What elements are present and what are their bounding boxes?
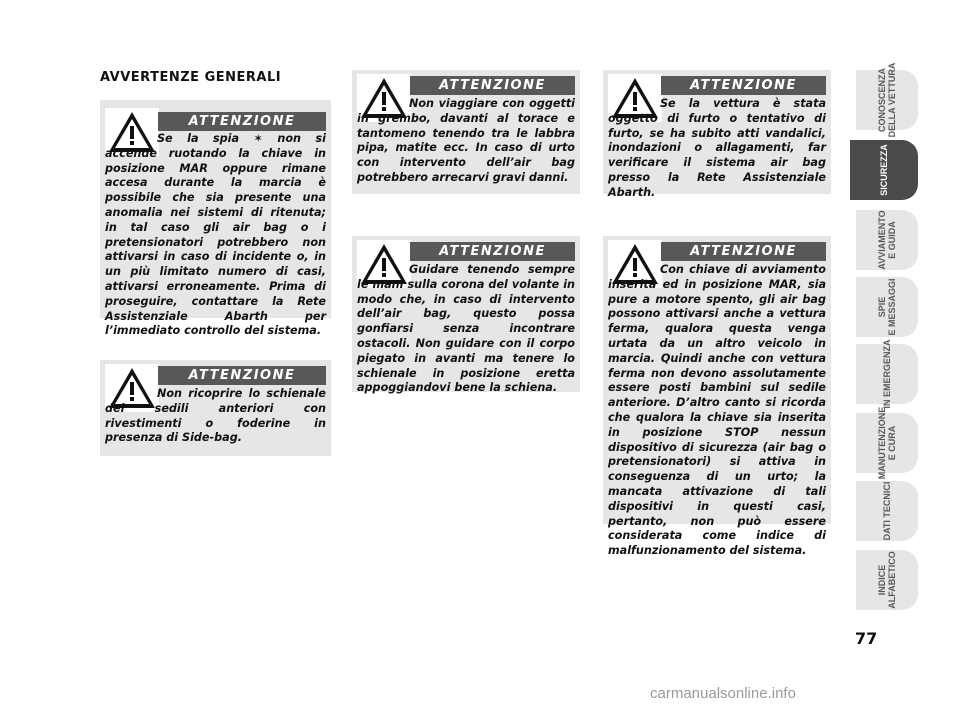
tab-spie-e-messaggi[interactable]: [856, 277, 918, 337]
tab-indice-alfabetico[interactable]: [856, 550, 918, 610]
tab-label: MANUTENZIONE E CURA: [877, 406, 897, 480]
warning-text: Se la vettura è stata oggetto di furto o tentativo di furto, se ha subito atti vandalici, inondazioni o allagamenti, far verificare il sistema air bag presso la Rete Assistenziale Abarth.: [608, 97, 826, 199]
tab-dati-tecnici[interactable]: [856, 481, 918, 541]
warning-header: ATTENZIONE: [410, 76, 575, 95]
warning-box: [603, 70, 831, 199]
tab-label: CONOSCENZA DELLA VETTURA: [877, 62, 897, 138]
tab-label: SPIE E MESSAGGI: [877, 278, 897, 336]
section-title: AVVERTENZE GENERALI: [100, 70, 282, 85]
warning-header: ATTENZIONE: [661, 76, 826, 95]
warning-header: ATTENZIONE: [410, 242, 575, 261]
warning-text: Se la spia ✶ non si accende ruotando la chiave in posizione MAR oppure rimane accesa durante la marcia è possibile che sia presente una anomalia nei sistemi di ritenuta; in tal caso gli air bag o i pretensionatori potrebbero non attivarsi in caso di incidente o, in un più limitato numero di casi, attivarsi erroneamente. Prima di proseguire, contattare la Rete Assistenziale Abarth per l’immediato controllo del sistema.: [105, 132, 326, 338]
warning-header: ATTENZIONE: [158, 366, 326, 385]
tab-avviamento-e-guida[interactable]: [856, 210, 918, 270]
warning-text: Non viaggiare con oggetti in grembo, davanti al torace e tantomeno tenendo tra le labbra pipa, matite ecc. In caso di urto con intervento dell’air bag potrebbero arrecarvi gravi danni.: [357, 97, 575, 184]
warning-box: [100, 100, 331, 338]
warning-header: ATTENZIONE: [661, 242, 826, 261]
warning-text: Guidare tenendo sempre le mani sulla corona del volante in modo che, in caso di intervento dell’air bag, questo possa gonfiarsi senza incontrare ostacoli. Non guidare con il corpo piegato in avanti ma tenere lo schienale in posizione eretta appoggiandovi bene la schiena.: [357, 263, 575, 395]
warning-box: [603, 236, 831, 558]
warning-header: ATTENZIONE: [158, 112, 326, 131]
tab-label: DATI TECNICI: [882, 481, 892, 541]
tab-sicurezza[interactable]: [850, 140, 918, 200]
warning-box: [100, 360, 331, 456]
warning-text: Non ricoprire lo schienale dei sedili anteriori con rivestimenti o foderine in presenza di Side-bag.: [105, 387, 326, 445]
tab-in-emergenza[interactable]: [856, 339, 918, 409]
tab-label: IN EMERGENZA: [882, 339, 892, 409]
warning-box: [352, 70, 580, 194]
warning-box: [352, 236, 580, 395]
page-number: 77: [855, 629, 878, 648]
tab-label: INDICE ALFABETICO: [877, 551, 897, 609]
tab-manutenzione-e-cura[interactable]: [856, 406, 918, 480]
tab-label: SICUREZZA: [879, 144, 889, 196]
warning-text: Con chiave di avviamento inserita ed in posizione MAR, sia pure a motore spento, gli air bag possono attivarsi anche a vettura ferma, qualora questa venga urtata da un altro veicolo in marcia. Quindi anche con vettura ferma non devono assolutamente essere posti bambini sul sedile anteriore. D’altro canto si ricorda che qualora la chiave sia inserita in posizione STOP nessun dispositivo di sicurezza (air bag o pretensionatori) si attiva in conseguenza di un urto; la mancata attivazione di tali dispositivi in questi casi, pertanto, non può essere considerata come indice di malfunzionamento del sistema.: [608, 263, 826, 558]
tab-conoscenza-della-vettura[interactable]: [856, 62, 918, 138]
footer-watermark: carmanualsonline.info: [650, 685, 796, 702]
tab-label: AVVIAMENTO E GUIDA: [877, 210, 897, 270]
